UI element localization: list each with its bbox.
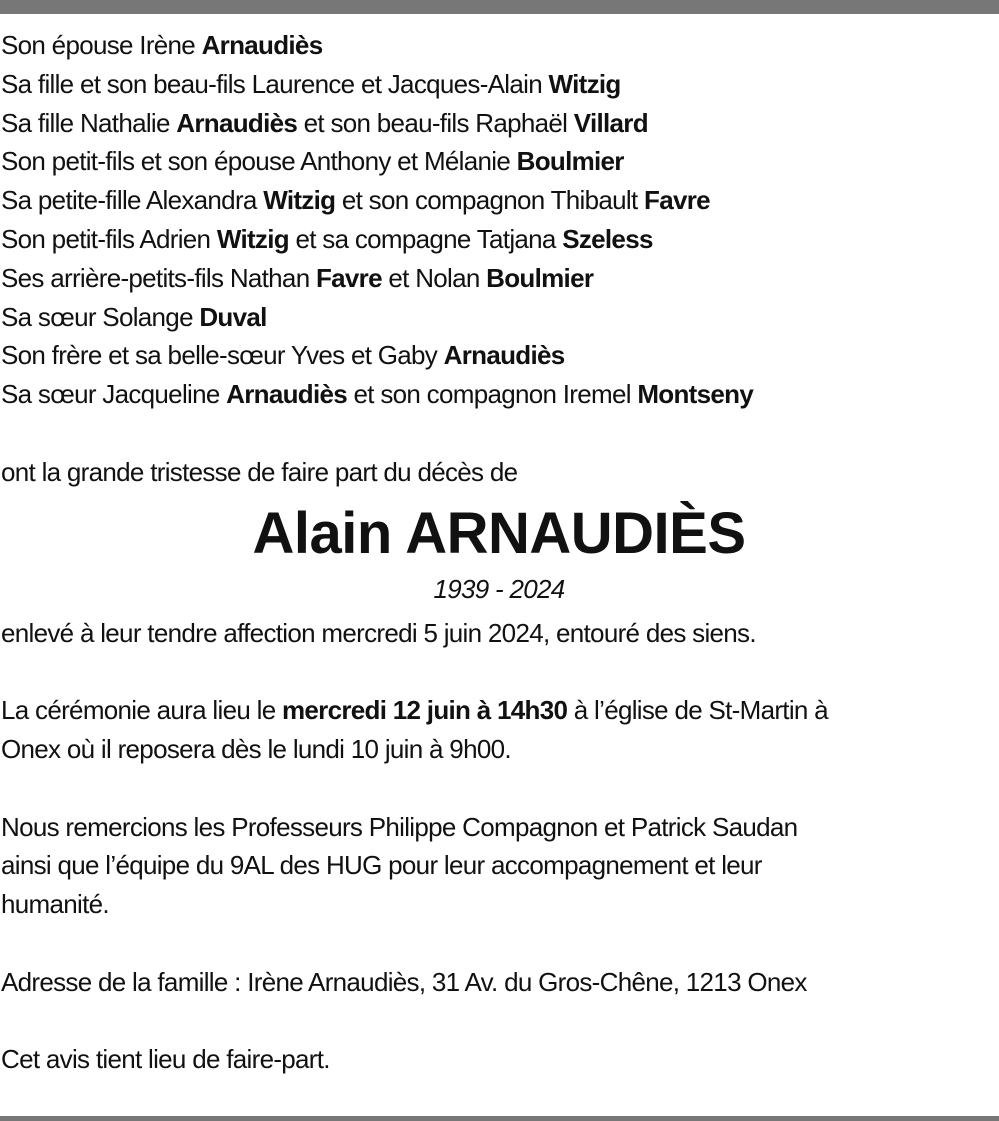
family-relation-text: Sa fille Nathalie <box>1 107 177 138</box>
family-member-line <box>1 181 997 220</box>
family-list <box>1 26 997 414</box>
family-relation-text: Son petit-fils et son épouse Anthony et Mélanie <box>1 146 517 177</box>
thanks-line: humanité. <box>1 889 109 920</box>
family-member-line <box>1 220 997 259</box>
family-surname: Arnaudiès <box>226 379 347 410</box>
family-surname: Montseny <box>637 379 754 410</box>
family-relation-text: Sa petite-fille Alexandra <box>1 185 264 216</box>
family-relation-text: Sa sœur Solange <box>1 301 200 332</box>
ceremony-line-1 <box>1 691 997 730</box>
family-member-line <box>1 142 997 181</box>
family-relation-text: Son épouse Irène <box>1 30 202 60</box>
family-relation-text: et son compagnon Iremel <box>347 379 638 410</box>
spacer <box>1 414 997 453</box>
family-relation-text: et son beau-fils Raphaël <box>297 107 574 138</box>
family-relation-text: Son petit-fils Adrien <box>1 223 217 254</box>
top-rule <box>0 0 999 14</box>
ceremony-intro: La cérémonie aura lieu le <box>1 695 282 726</box>
thanks-line: ainsi que l’équipe du 9AL des HUG pour leur accompagnement et leur <box>1 850 762 881</box>
family-member-line <box>1 26 997 65</box>
family-surname: Witzig <box>263 185 336 216</box>
family-relation-text: et Nolan <box>381 262 487 293</box>
spacer <box>1 1002 997 1041</box>
life-dates: 1939 - 2024 <box>433 573 565 604</box>
passing-text: enlevé à leur tendre affection mercredi 5 juin 2024, entouré des siens. <box>1 617 756 648</box>
spacer <box>1 924 997 963</box>
announcement-text: ont la grande tristesse de faire part du décès de <box>1 456 518 487</box>
family-member-line <box>1 336 997 375</box>
family-surname: Witzig <box>216 223 289 254</box>
family-member-line <box>1 104 997 143</box>
family-relation-text: et son compagnon Thibault <box>335 185 645 216</box>
family-member-line <box>1 259 997 298</box>
thanks-line: Nous remercions les Professeurs Philippe Compagnon et Patrick Saudan <box>1 811 798 842</box>
deceased-name: Alain ARNAUDIÈS <box>252 500 746 566</box>
family-member-line <box>1 65 997 104</box>
family-surname: Favre <box>315 262 382 293</box>
family-member-line <box>1 298 997 337</box>
family-surname: Villard <box>573 107 648 138</box>
family-relation-text: et sa compagne Tatjana <box>288 223 563 254</box>
family-surname: Duval <box>199 301 267 332</box>
family-address: Adresse de la famille : Irène Arnaudiès, 31 Av. du Gros-Chêne, 1213 Onex <box>1 966 807 997</box>
deceased-block <box>1 498 997 614</box>
family-relation-text: Ses arrière-petits-fils Nathan <box>1 262 316 293</box>
family-surname: Szeless <box>562 223 653 254</box>
spacer <box>1 652 997 691</box>
ceremony-place: à l’église de St-Martin à <box>567 695 828 726</box>
family-surname: Arnaudiès <box>201 30 323 60</box>
family-relation-text: Sa fille et son beau-fils Laurence et Jacques-Alain <box>1 68 549 99</box>
ceremony-datetime: mercredi 12 juin à 14h30 <box>281 695 568 726</box>
family-relation-text: Son frère et sa belle-sœur Yves et Gaby <box>1 340 444 371</box>
family-surname: Favre <box>644 185 710 216</box>
family-relation-text: Sa sœur Jacqueline <box>1 379 227 410</box>
family-member-line <box>1 375 997 414</box>
family-surname: Boulmier <box>516 146 624 177</box>
spacer <box>1 769 997 808</box>
ceremony-line-2: Onex où il reposera dès le lundi 10 juin à 9h00. <box>1 733 511 764</box>
family-surname: Arnaudiès <box>443 340 565 371</box>
family-surname: Witzig <box>548 68 621 99</box>
closing-note: Cet avis tient lieu de faire-part. <box>1 1044 330 1075</box>
family-surname: Arnaudiès <box>176 107 298 138</box>
bottom-rule <box>0 1116 999 1121</box>
obituary-notice <box>1 26 997 1079</box>
family-surname: Boulmier <box>486 262 594 293</box>
